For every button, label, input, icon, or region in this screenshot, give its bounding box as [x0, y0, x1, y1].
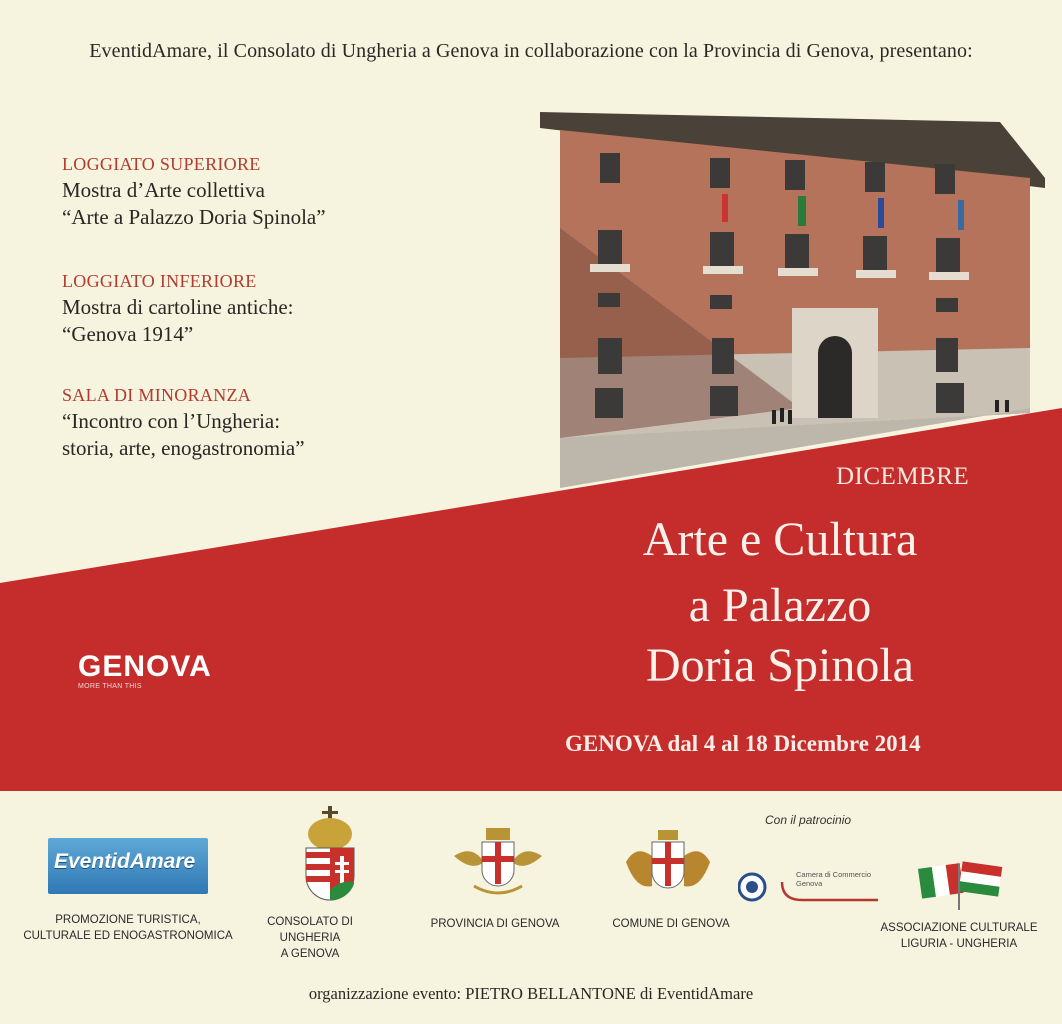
sponsor-caption-eventidamare — [18, 912, 238, 944]
genova-city-logo: GENOVA — [78, 650, 212, 683]
sponsor-caption-provincia — [420, 916, 570, 932]
caption-line: A GENOVA — [280, 948, 340, 960]
section-sala-minoranza — [62, 385, 305, 462]
section-line: storia, arte, enogastronomia” — [62, 436, 305, 460]
section-line: Mostra d’Arte collettiva — [62, 178, 265, 202]
caption-line: LIGURIA - UNGHERIA — [900, 938, 1018, 950]
organizer-credit: organizzazione evento: PIETRO BELLANTONE di EventidAmare — [308, 984, 754, 1003]
section-loggiato-inferiore — [62, 271, 294, 348]
presenters-line: EventidAmare, il Consolato di Ungheria a Genova in collaborazione con la Provincia di Genova, presentano: — [89, 40, 973, 62]
provincia-genova-crest-icon — [446, 826, 550, 898]
caption-line: PROMOZIONE TURISTICA, — [55, 914, 201, 926]
sponsor-caption-comune — [596, 916, 746, 932]
caption-line: COMUNE DI GENOVA — [612, 918, 730, 930]
section-line: Mostra di cartoline antiche: — [62, 295, 294, 319]
caption-line: CULTURALE ED ENOGASTRONOMICA — [23, 930, 233, 942]
caption-line: PROVINCIA DI GENOVA — [430, 918, 560, 930]
section-title: LOGGIATO SUPERIORE — [62, 154, 261, 174]
sponsor-caption-consolato — [240, 914, 380, 962]
italy-hungary-flags-icon — [918, 856, 1004, 912]
caption-line: ASSOCIAZIONE CULTURALE — [880, 922, 1038, 934]
eventidamare-logo — [48, 838, 208, 894]
hungary-coat-of-arms-icon — [300, 806, 360, 902]
event-month: DICEMBRE — [836, 463, 970, 490]
chamber-of-commerce-text: Camera di Commercio Genova — [796, 870, 872, 888]
event-title-line: Doria Spinola — [646, 639, 914, 692]
section-line: “Incontro con l’Ungheria: — [62, 409, 281, 433]
event-dates: GENOVA dal 4 al 18 Dicembre 2014 — [565, 731, 921, 756]
caption-line: CONSOLATO DI UNGHERIA — [267, 916, 353, 944]
sponsor-caption-associazione — [876, 920, 1042, 952]
patronage-label: Con il patrocinio — [765, 813, 852, 827]
event-title-line: a Palazzo — [688, 579, 872, 632]
eventidamare-logo-text: EventidAmare — [54, 850, 196, 873]
genova-tagline: MORE THAN THIS — [78, 683, 142, 690]
section-line: “Genova 1914” — [62, 322, 194, 346]
comune-genova-crest-icon — [622, 828, 714, 900]
section-title: SALA DI MINORANZA — [62, 385, 252, 405]
event-title-line: Arte e Cultura — [642, 513, 918, 566]
section-line: “Arte a Palazzo Doria Spinola” — [62, 205, 326, 229]
section-loggiato-superiore — [62, 154, 326, 231]
section-title: LOGGIATO INFERIORE — [62, 271, 257, 291]
